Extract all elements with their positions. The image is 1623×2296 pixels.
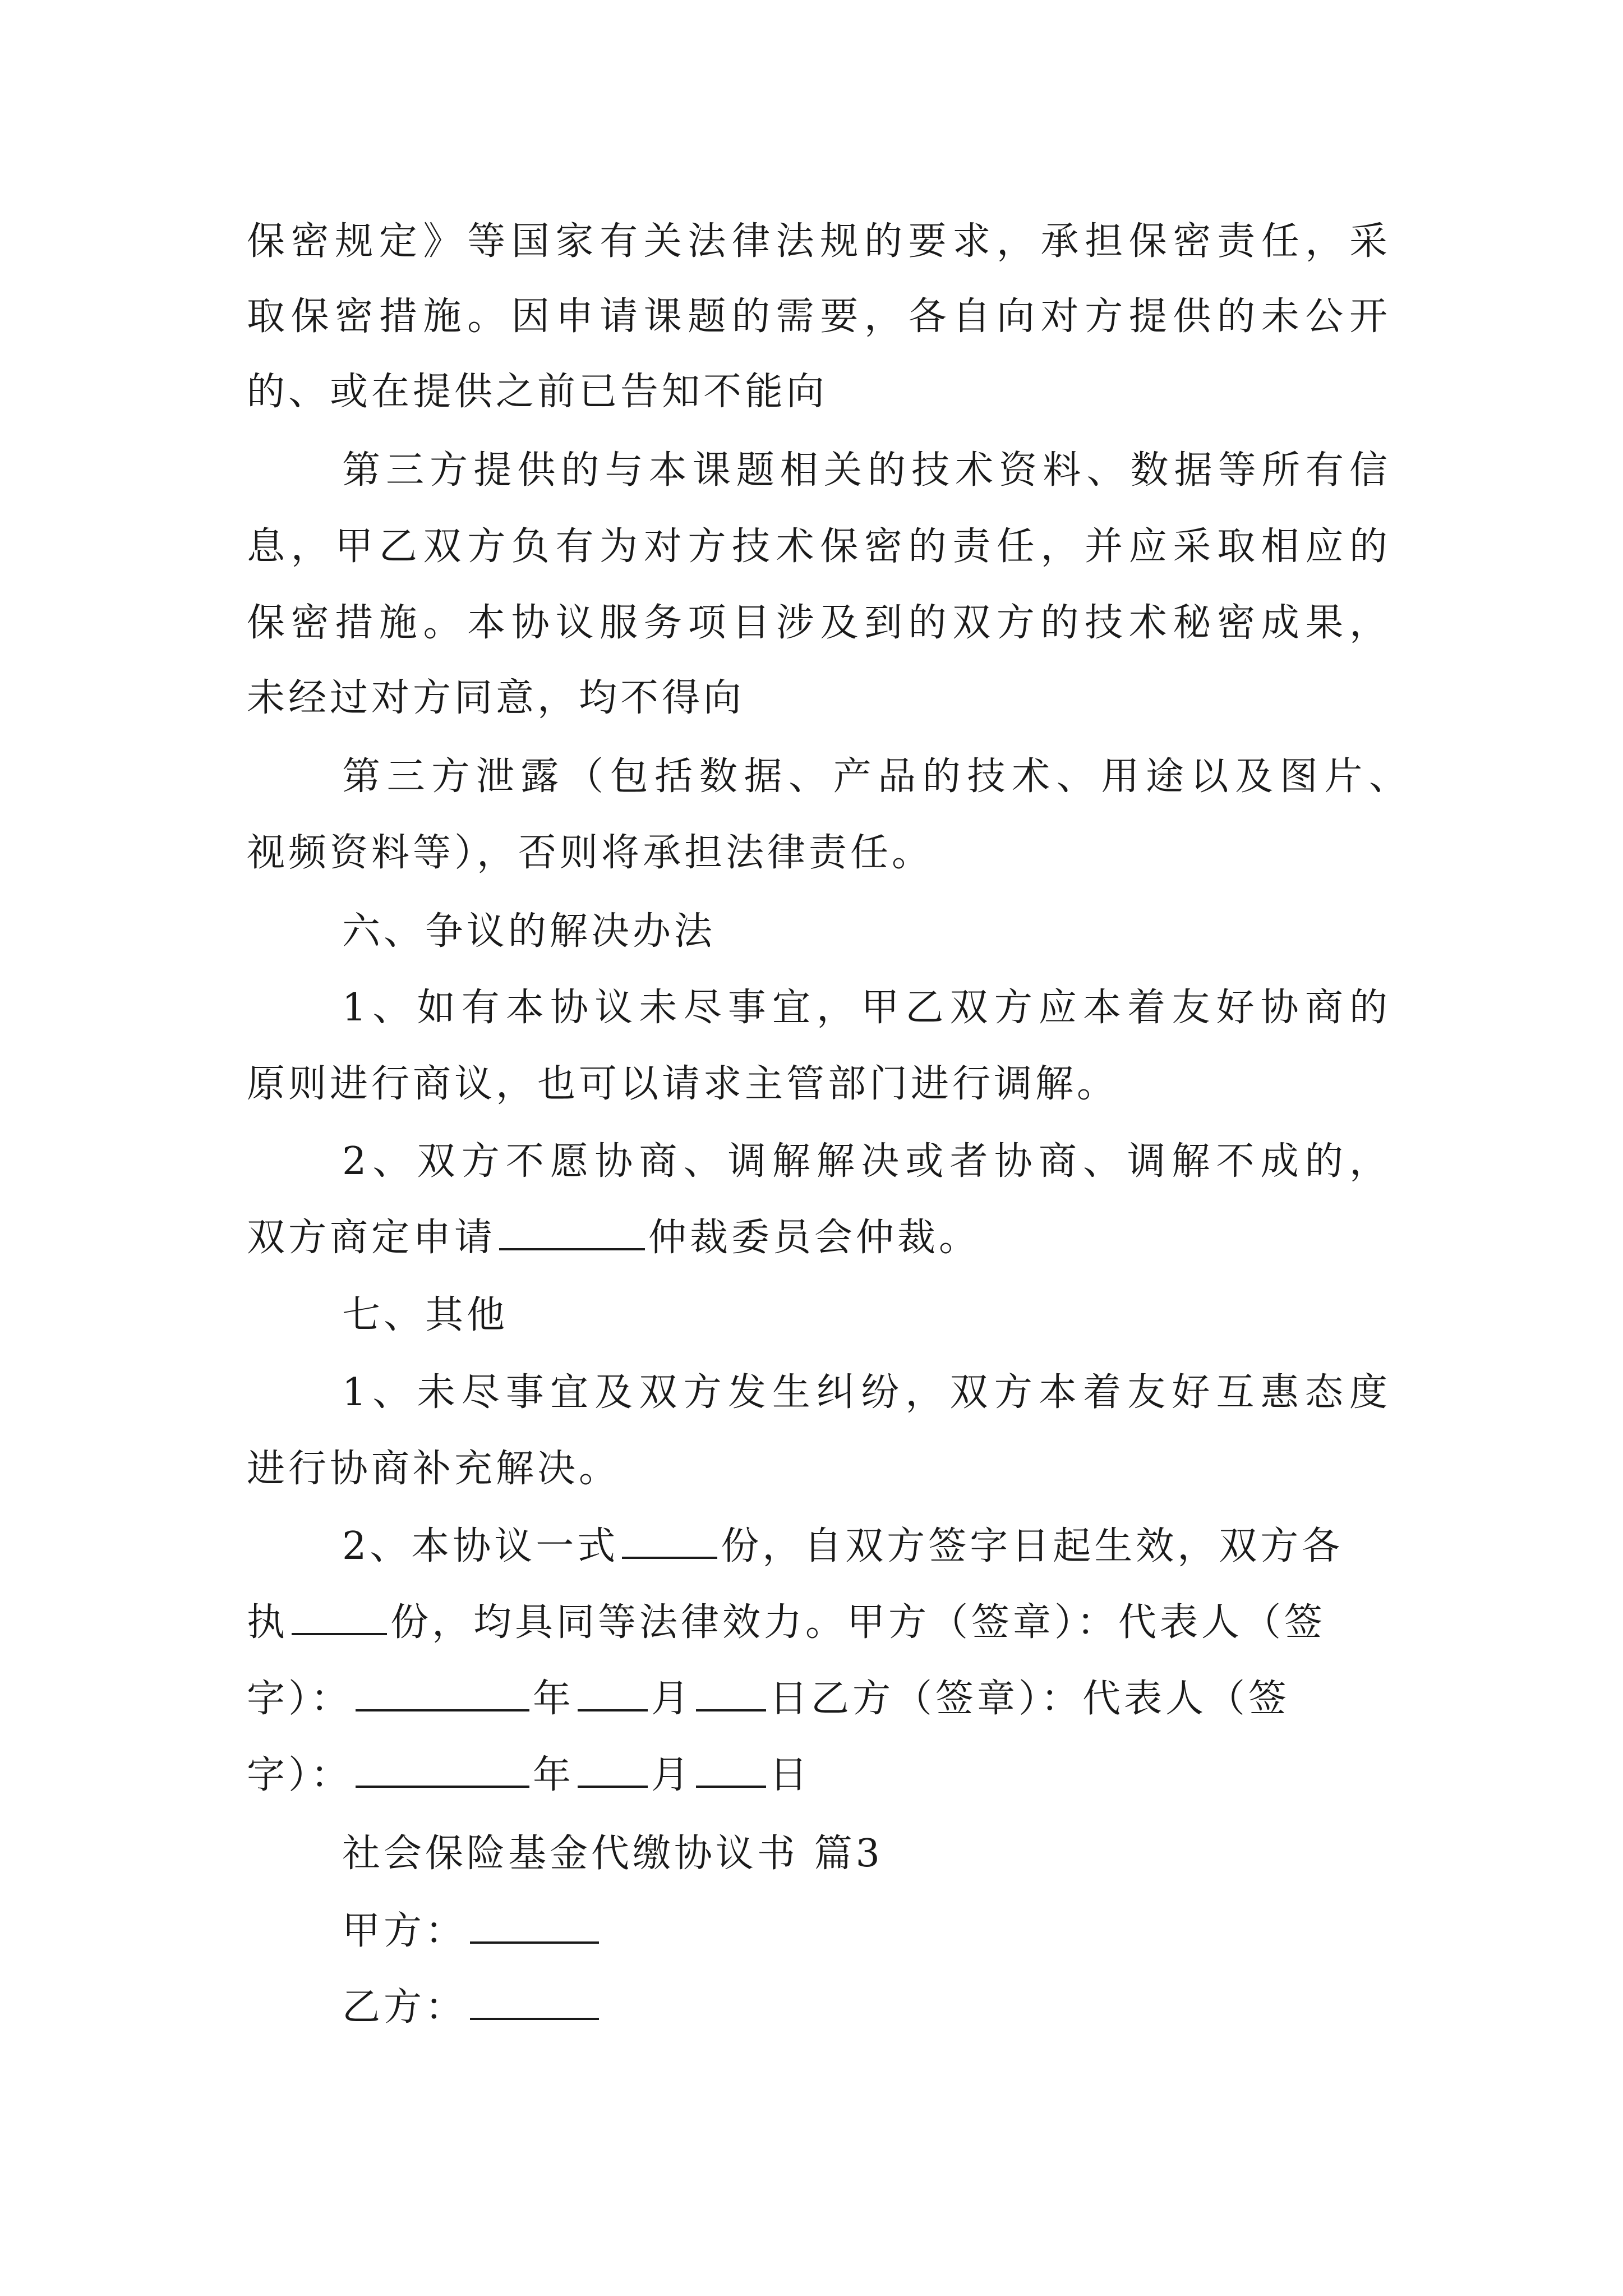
paragraph-line: 第三方提供的与本课题相关的技术资料、数据等所有信 xyxy=(342,448,1391,493)
copies-text: 2、本协议一式 xyxy=(342,1524,619,1568)
date-year-label: 年 xyxy=(533,1677,575,1721)
arbitration-suffix: 仲裁委员会仲裁。 xyxy=(648,1216,981,1260)
paragraph-line: 原则进行商议，也可以请求主管部门进行调解。 xyxy=(247,1062,1119,1106)
signature-label: 字）： xyxy=(247,1677,353,1721)
signature-blank xyxy=(356,1751,529,1788)
party-a-line xyxy=(342,1901,1391,1962)
party-b-blank xyxy=(470,1983,599,2020)
date-month-label: 月 xyxy=(651,1677,693,1721)
paragraph-line: 的、或在提供之前已告知不能向 xyxy=(247,370,828,414)
date-blank xyxy=(578,1674,648,1711)
copies-text: 份，自双方签字日起生效，双方各 xyxy=(721,1524,1344,1568)
paragraph-line: 第三方泄露（包括数据、产品的技术、用途以及图片、 xyxy=(342,754,1410,799)
party-a-blank xyxy=(470,1907,599,1944)
signature-blank xyxy=(356,1674,529,1711)
party-b-label: 乙方： xyxy=(342,1985,467,2030)
copies-text: 份，均具同等法律效力。甲方（签章）：代表人（签 xyxy=(390,1600,1326,1645)
paragraph-line: 保密规定》等国家有关法律法规的要求，承担保密责任，采 xyxy=(247,219,1391,264)
signature-line-b xyxy=(247,1745,1391,1806)
date-month-label: 月 xyxy=(651,1753,693,1797)
signature-text: 日乙方（签章）：代表人（签 xyxy=(769,1677,1290,1721)
paragraph-line: 息，甲乙双方负有为对方技术保密的责任，并应采取相应的 xyxy=(247,524,1391,569)
copies-count-blank xyxy=(622,1522,717,1559)
paragraph-line: 视频资料等），否则将承担法律责任。 xyxy=(247,831,934,875)
paragraph-line: 进行协商补充解决。 xyxy=(247,1447,621,1491)
date-blank xyxy=(696,1674,766,1711)
arbitration-prefix: 双方商定申请 xyxy=(247,1216,496,1260)
date-day-label: 日 xyxy=(769,1753,811,1797)
section-heading: 七、其他 xyxy=(342,1293,509,1337)
paragraph-line: 1、未尽事宜及双方发生纠纷，双方本着友好互惠态度 xyxy=(342,1370,1391,1415)
signature-line-a xyxy=(247,1668,1391,1730)
paragraph-line: 未经过对方同意，均不得向 xyxy=(247,676,745,720)
party-b-line xyxy=(342,1977,1391,2039)
section-title: 社会保险基金代缴协议书 篇3 xyxy=(342,1832,883,1876)
copies-each-blank xyxy=(292,1598,387,1635)
arbitration-line xyxy=(247,1207,1391,1269)
date-blank xyxy=(578,1751,648,1788)
date-blank xyxy=(696,1751,766,1788)
party-a-label: 甲方： xyxy=(342,1909,467,1953)
copies-line-2 xyxy=(247,1592,1391,1654)
paragraph-line: 取保密措施。因申请课题的需要，各自向对方提供的未公开 xyxy=(247,295,1391,339)
paragraph-line: 1、如有本协议未尽事宜，甲乙双方应本着友好协商的 xyxy=(342,986,1391,1030)
section-heading: 六、争议的解决办法 xyxy=(342,909,716,954)
date-year-label: 年 xyxy=(533,1753,575,1797)
paragraph-line: 保密措施。本协议服务项目涉及到的双方的技术秘密成果， xyxy=(247,601,1391,645)
copies-line-1 xyxy=(342,1516,1391,1577)
paragraph-line: 2、双方不愿协商、调解解决或者协商、调解不成的， xyxy=(342,1139,1391,1184)
signature-label: 字）： xyxy=(247,1753,353,1797)
copies-text: 执 xyxy=(247,1600,289,1645)
arbitration-blank xyxy=(499,1213,645,1250)
